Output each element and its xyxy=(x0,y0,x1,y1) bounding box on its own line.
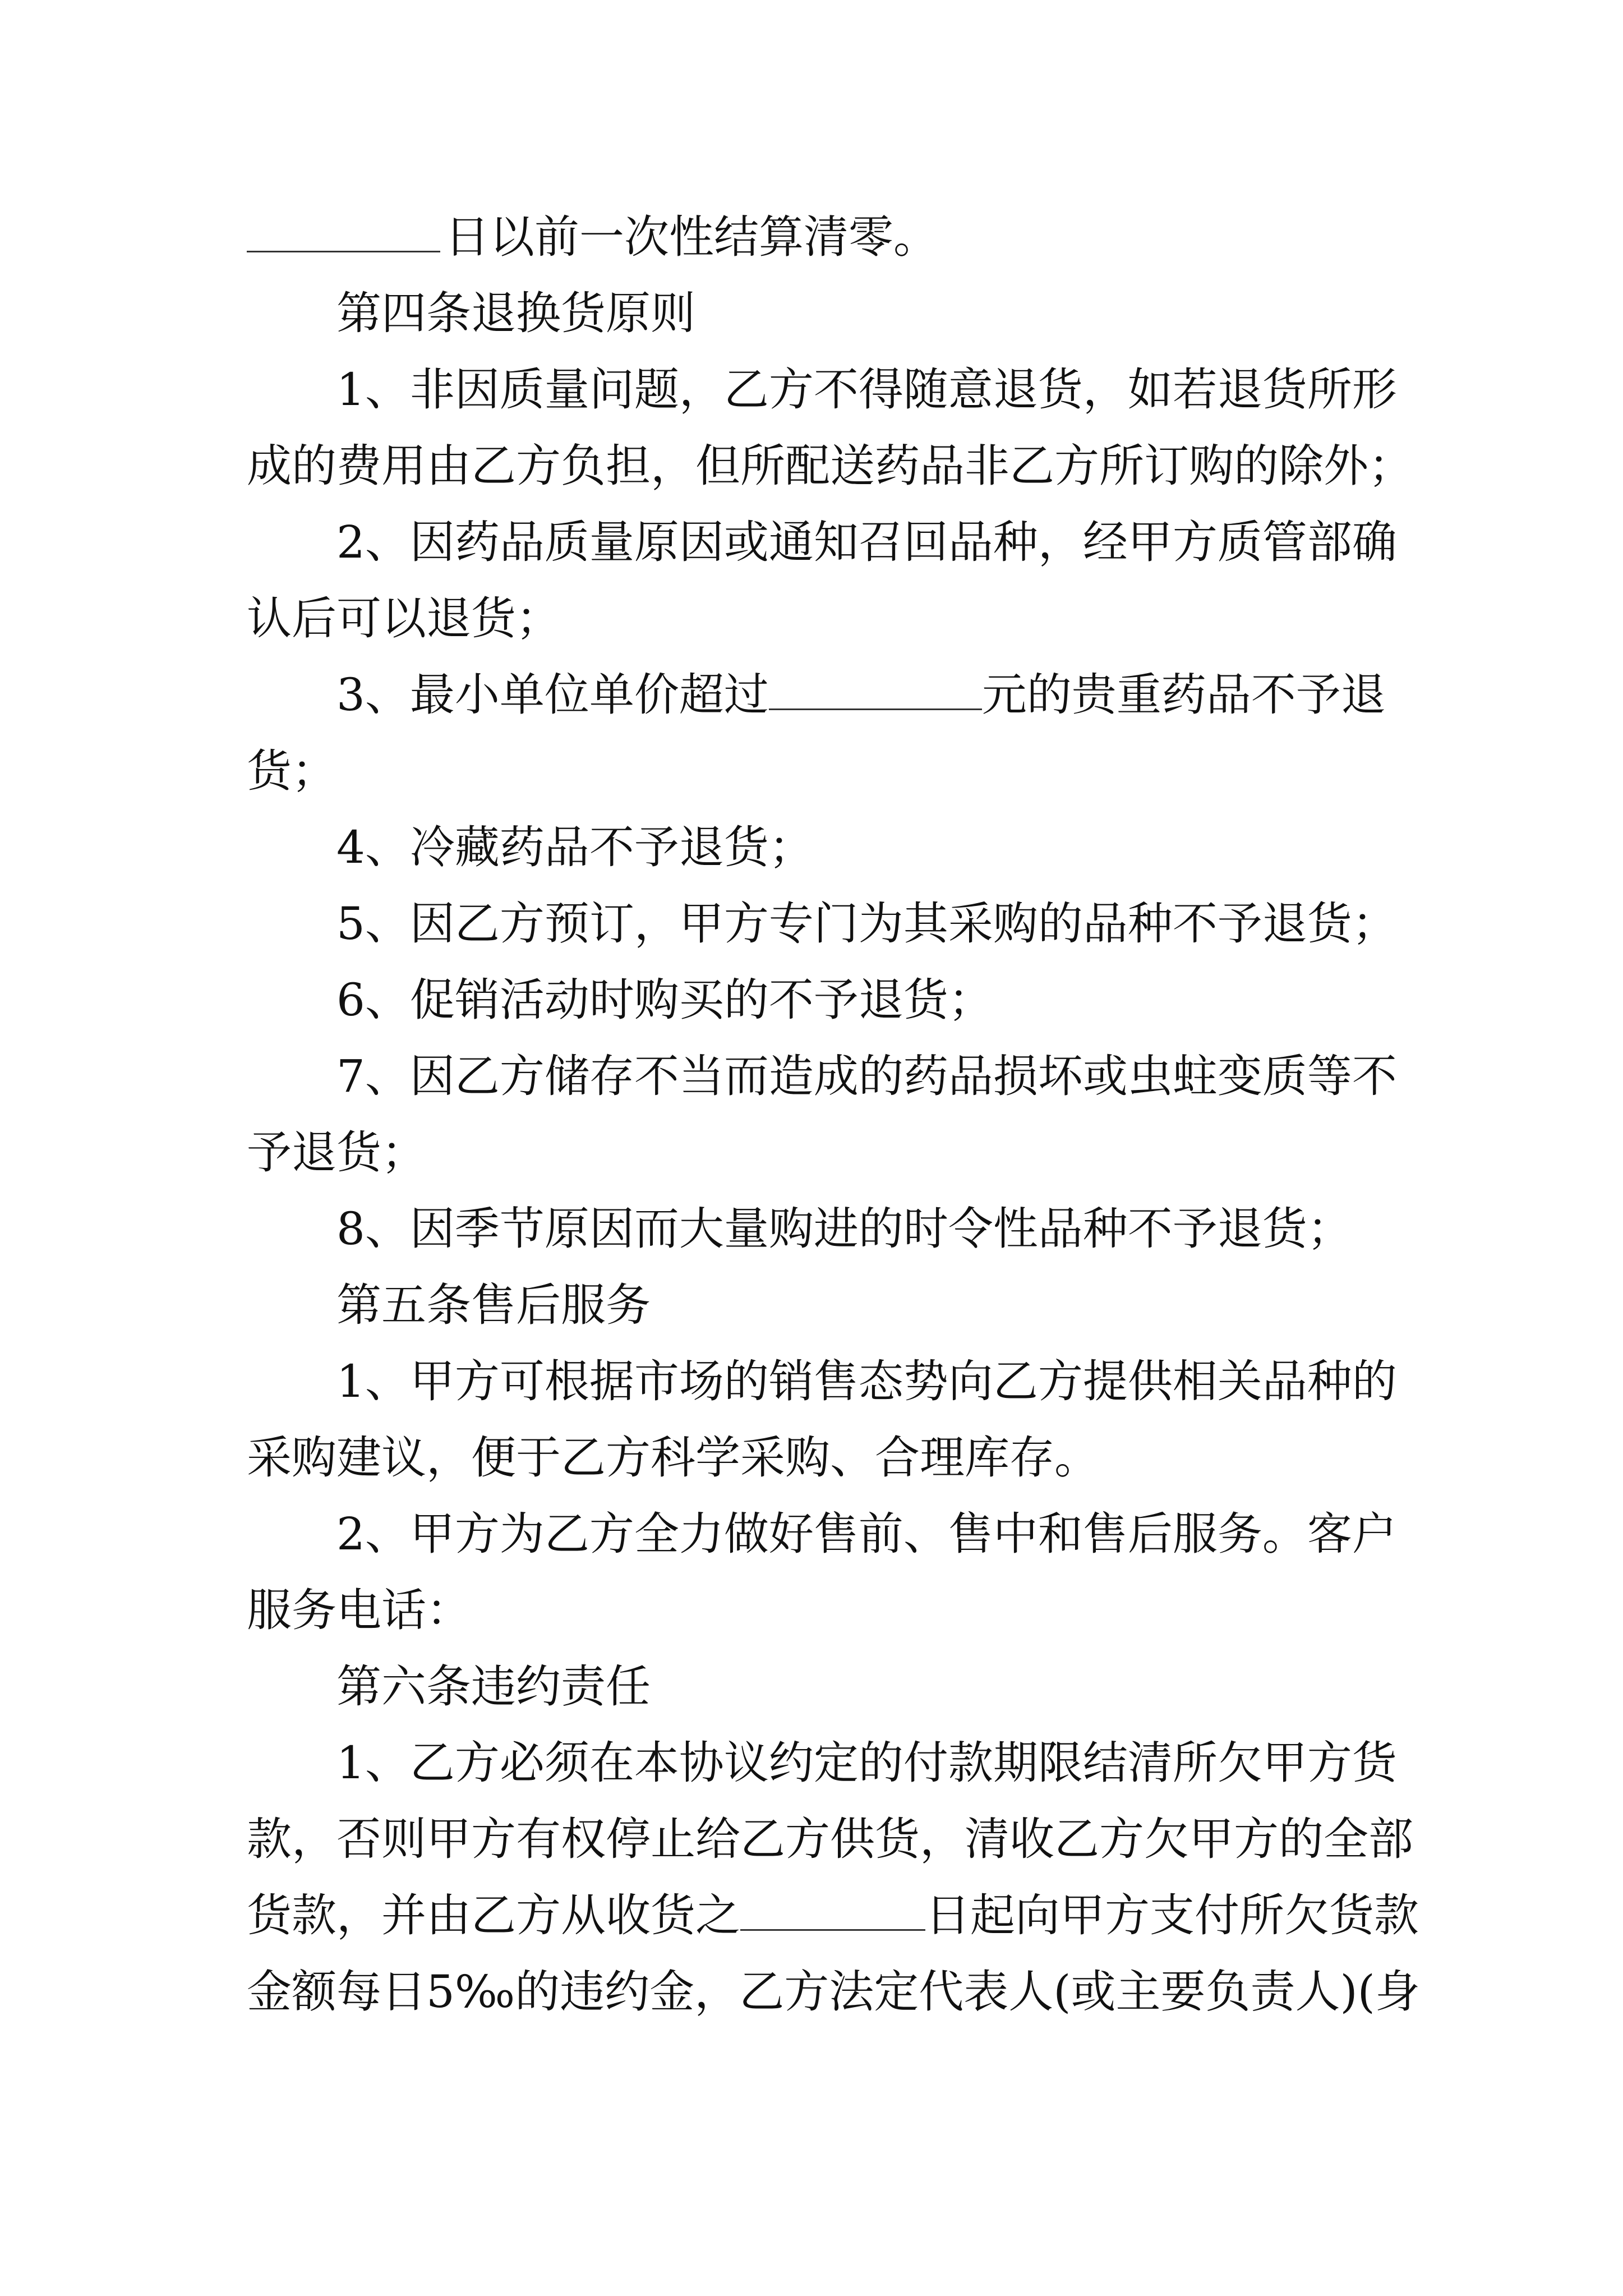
text-segment: 3、最小单位单价超过 xyxy=(336,669,769,721)
text-line: 成的费用由乙方负担，但所配送药品非乙方所订购的除外； xyxy=(247,440,1413,492)
fill-in-blank xyxy=(740,1895,925,1931)
text-line: 5、因乙方预订，甲方专门为其采购的品种不予退货； xyxy=(336,898,1397,950)
text-line: 1、乙方必须在本协议约定的付款期限结清所欠甲方货 xyxy=(336,1737,1397,1789)
text-line: 8、因季节原因而大量购进的时令性品种不予退货； xyxy=(336,1203,1352,1255)
text-line: 款，否则甲方有权停止给乙方供货，清收乙方欠甲方的全部 xyxy=(247,1813,1413,1865)
text-line: 6、促销活动时购买的不予退货； xyxy=(336,974,993,1026)
text-segment: 元的贵重药品不予退 xyxy=(981,669,1386,721)
text-line: 1、甲方可根据市场的销售态势向乙方提供相关品种的 xyxy=(336,1355,1397,1407)
section-heading: 第五条售后服务 xyxy=(336,1279,651,1331)
text-line: 1、非因质量问题，乙方不得随意退货，如若退货所形 xyxy=(336,364,1397,416)
text-line: 7、因乙方储存不当而造成的药品损坏或虫蛀变质等不 xyxy=(336,1050,1397,1102)
text-line: 予退货； xyxy=(247,1126,426,1179)
text-line: 2、甲方为乙方全力做好售前、售中和售后服务。客户 xyxy=(336,1508,1397,1560)
text-line: 货； xyxy=(247,745,336,797)
text-line xyxy=(247,1888,1419,1944)
text-line: 认后可以退货； xyxy=(247,592,561,645)
text-line: 服务电话： xyxy=(247,1584,471,1636)
text-line: 2、因药品质量原因或通知召回品种，经甲方质管部确 xyxy=(336,516,1397,568)
fill-in-blank xyxy=(247,217,440,252)
text-line xyxy=(247,209,938,265)
text-segment: 货款，并由乙方从收货之 xyxy=(247,1889,740,1941)
text-line: 金额每日5‰的违约金，乙方法定代表人(或主要负责人)(身 xyxy=(247,1966,1420,2018)
section-heading: 第六条违约责任 xyxy=(336,1660,651,1713)
text-segment: 日以前一次性结算清零。 xyxy=(445,211,938,263)
text-segment: 日起向甲方支付所欠货款 xyxy=(925,1889,1419,1941)
text-line xyxy=(336,667,1386,723)
text-line: 采购建议，便于乙方科学采购、合理库存。 xyxy=(247,1432,1099,1484)
text-line: 4、冷藏药品不予退货； xyxy=(336,821,814,873)
fill-in-blank xyxy=(769,675,982,710)
section-heading: 第四条退换货原则 xyxy=(336,287,695,339)
